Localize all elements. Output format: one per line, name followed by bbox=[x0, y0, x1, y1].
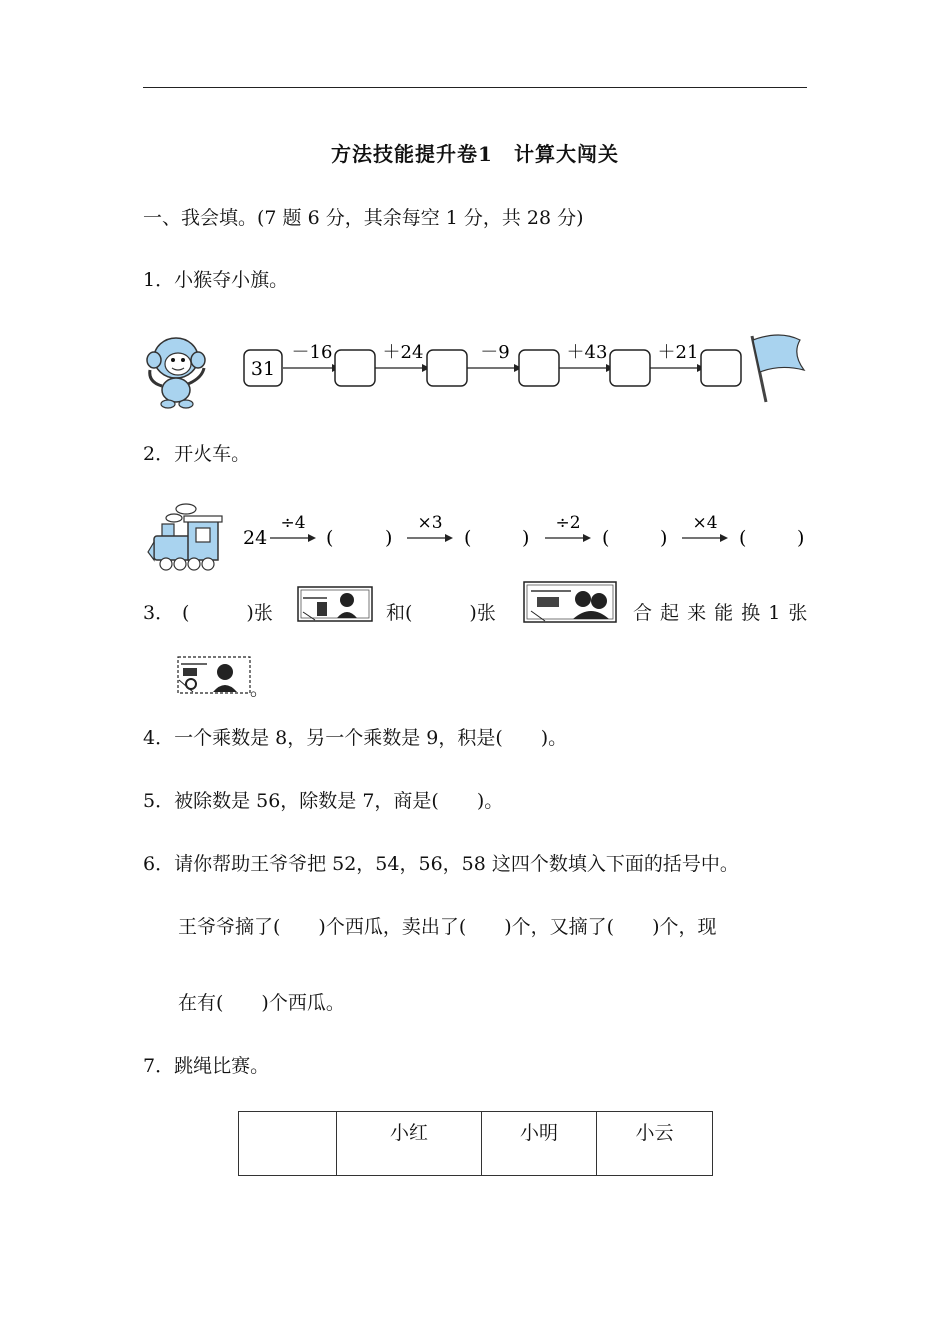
train-op: ×4 bbox=[692, 513, 718, 533]
paren-open: ( bbox=[326, 527, 334, 549]
paren-open: ( bbox=[464, 527, 472, 549]
flag-icon bbox=[752, 335, 804, 402]
banknote-1-icon bbox=[297, 586, 373, 622]
table-header-cell: 小明 bbox=[482, 1112, 597, 1176]
monkey-icon bbox=[147, 338, 205, 408]
question-2-text: 2．开火车。 bbox=[143, 443, 251, 465]
question-1-text: 1．小猴夺小旗。 bbox=[143, 269, 289, 291]
table-header-cell: 小云 bbox=[597, 1112, 713, 1176]
train-step-3 bbox=[545, 513, 667, 549]
table-row bbox=[239, 1112, 713, 1176]
chain-step-1 bbox=[283, 342, 375, 386]
page-title: 方法技能提升卷1 计算大闯关 bbox=[331, 142, 619, 166]
question-4-text: 4．一个乘数是 8，另一个乘数是 9，积是( )。 bbox=[143, 727, 568, 749]
paren-close: ) bbox=[797, 527, 805, 549]
question-2-figure bbox=[140, 500, 810, 576]
question-3-blank-2: 和( )张 bbox=[386, 602, 496, 624]
train-op: ÷4 bbox=[280, 513, 306, 533]
banknote-3-icon bbox=[177, 656, 251, 694]
chain-op: ＋43 bbox=[566, 342, 608, 363]
question-6-text: 6．请你帮助王爷爷把 52，54，56，58 这四个数填入下面的括号中。 bbox=[143, 853, 739, 875]
jump-rope-table bbox=[238, 1111, 713, 1176]
train-step-1 bbox=[270, 513, 392, 549]
chain-op: ＋21 bbox=[657, 342, 699, 363]
question-6-line-2: 在有( )个西瓜。 bbox=[178, 992, 345, 1014]
question-3-number: 3． bbox=[143, 602, 175, 624]
paren-close: ) bbox=[385, 527, 393, 549]
header-rule bbox=[143, 87, 807, 88]
train-op: ÷2 bbox=[555, 513, 581, 533]
answer-box[interactable] bbox=[519, 350, 559, 386]
chain-op: －9 bbox=[480, 342, 510, 363]
chain-op: －16 bbox=[291, 342, 333, 363]
chain-step-2 bbox=[375, 342, 467, 386]
paren-open: ( bbox=[739, 527, 747, 549]
table-header-cell: 小红 bbox=[337, 1112, 482, 1176]
answer-box[interactable] bbox=[335, 350, 375, 386]
chain-step-3 bbox=[467, 342, 559, 386]
train-step-4 bbox=[682, 513, 804, 549]
train-step-2 bbox=[407, 513, 529, 549]
question-3-end: 。 bbox=[250, 678, 270, 700]
banknote-2-icon bbox=[523, 581, 617, 623]
train-start-number: 24 bbox=[243, 527, 268, 549]
section-heading: 一、我会填。(7 题 6 分，其余每空 1 分，共 28 分) bbox=[143, 207, 584, 229]
paren-close: ) bbox=[660, 527, 668, 549]
question-3-blank-1: ( )张 bbox=[182, 602, 273, 624]
question-3-tail: 合 起 来 能 换 1 张 bbox=[633, 602, 809, 624]
chain-step-4 bbox=[559, 342, 650, 386]
chain-op: ＋24 bbox=[382, 342, 424, 363]
chain-step-5 bbox=[650, 342, 741, 386]
question-1-figure bbox=[140, 330, 810, 410]
train-icon bbox=[148, 504, 222, 570]
answer-box[interactable] bbox=[701, 350, 741, 386]
paren-close: ) bbox=[522, 527, 530, 549]
paren-open: ( bbox=[602, 527, 610, 549]
start-number: 31 bbox=[250, 358, 276, 380]
question-5-text: 5．被除数是 56，除数是 7，商是( )。 bbox=[143, 790, 504, 812]
answer-box[interactable] bbox=[427, 350, 467, 386]
table-header-cell bbox=[239, 1112, 337, 1176]
answer-box[interactable] bbox=[610, 350, 650, 386]
train-op: ×3 bbox=[417, 513, 443, 533]
question-7-text: 7．跳绳比赛。 bbox=[143, 1055, 270, 1077]
question-6-line-1: 王爷爷摘了( )个西瓜，卖出了( )个，又摘了( )个，现 bbox=[178, 916, 717, 938]
